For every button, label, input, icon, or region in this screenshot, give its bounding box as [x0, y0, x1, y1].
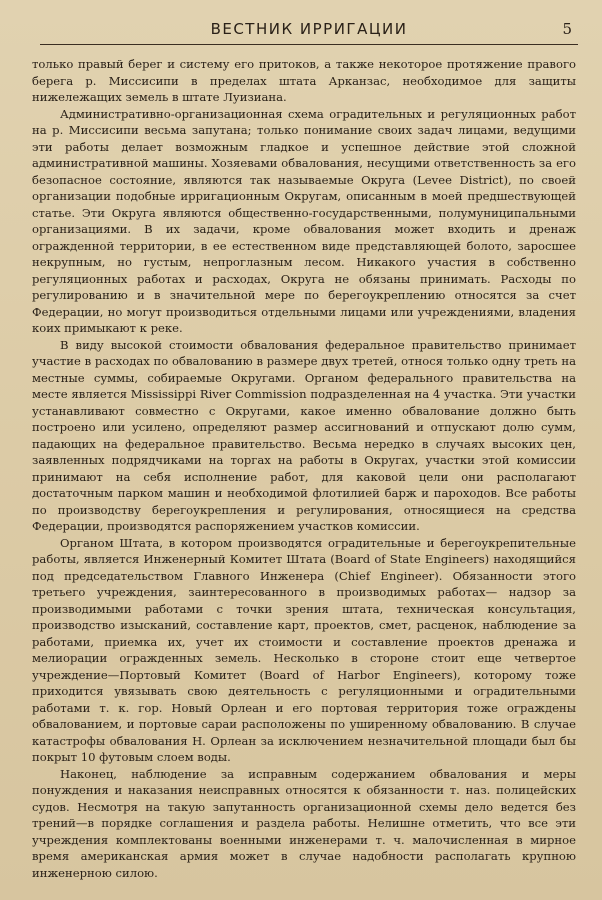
paragraph-federal-share: В виду высокой стоимости обвалования федеральное правительство принимает участие в расходах по обвалованию в размере двух третей, относя только одну треть на местные суммы, собираемые Округами. Органом федерального правительства на месте является Mississippi River Commission подразделенная на 4 участка. Эти участки устанавливают совместно с Округами, какое именно обвалование должно быть построено или усилено, определяют размер ассигнований и отпускают долю сумм, падающих на федеральное правительство. Весьма нередко в случаях высоких цен, заявленных подрядчиками на торгах на работы в Округах, участки этой комиссии принимают на себя исполнение работ, для каковой цели они располагают достаточным парком машин и необходимой флотилией барж и пароходов. Все работы по производству берегоукрепления и регулирования, относящиеся на средства Федерации, производятся распоряжением участков комиссии. [32, 337, 576, 533]
page-number: 5 [562, 20, 572, 38]
paragraph-state-board: Органом Штата, в котором производятся оградительные и берегоукрепительные работы, является Инженерный Комитет Штата (Board of State Engineers) находящийся под председательством Главного Инженера (Chief Engineer). Обязанности этого третьего учреждения, заинтересованного в производимых работах— надзор за производимыми работами с точки зрения штата, техническая консультация, производство изысканий, составление карт, проектов, смет, расценок, наблюдение за работами, приемка их, учет их стоимости и составление проектов дренажа и мелиорации огражденных земель. Несколько в стороне стоит еще четвертое учреждение—Портовый Комитет (Board of Harbor Engineers), которому тоже приходится увязывать свою деятельность с регуляционными и оградительными работами т. к. гор. Новый Орлеан и его портовая территория тоже ограждены обвалованием, и портовые сараи расположены по уширенному обвалованию. В случае катастрофы обвалования Н. Орлеан за исключением незначительной площади был бы покрыт 10 футовым слоем воды. [32, 535, 576, 764]
journal-title: ВЕСТНИК ИРРИГАЦИИ [210, 20, 408, 38]
paragraph-conclusion: Наконец, наблюдение за исправным содержанием обвалования и меры понуждения и наказания неисправных относятся к обязанности т. наз. полицейских судов. Несмотря на такую запутанность организационной схемы дело ведется без трений—в порядке соглашения и раздела работы. Нелишне отметить, что все эти учреждения комплектованы военными инженерами т. ч. малочисленная в мирное время американская армия может в случае надобности располагать крупною инженерною силою. [32, 766, 576, 880]
article-body [32, 56, 576, 881]
paragraph-organization-scheme: Административно-организационная схема оградительных и регуляционных работ на р. Миссисипи весьма запутана; только понимание своих задач лицами, ведущими эти работы делает возможным гладкое и успешное действие этой сложной административной машины. Хозяевами обвалования, несущими ответственность за его безопасное состояние, являются так называемые Округа (Levee District), по своей организации подобные ирригационным Округам, описанным в моей предшествующей статье. Эти Округа являются общественно-государственными, полумуниципальными организациями. В их задачи, кроме обвалования может входить и дренаж огражденной территории, в ее естественном виде представляющей болото, заросшее некрупным, но густым, непроглазным лесом. Никакого участия в собственно регуляционных работах и расходах, Округа не обязаны принимать. Расходы по регулированию и в значительной мере по берегоукреплению относятся за счет Федерации, но могут производиться отдельными лицами или учреждениями, владения коих примыкают к реке. [32, 106, 576, 335]
running-header [40, 18, 578, 45]
paragraph-continuation: только правый берег и систему его притоков, а также некоторое протяжение правого берега р. Миссисипи в пределах штата Арканзас, необходимое для защиты нижележащих земель в штате Луизиана. [32, 57, 576, 104]
